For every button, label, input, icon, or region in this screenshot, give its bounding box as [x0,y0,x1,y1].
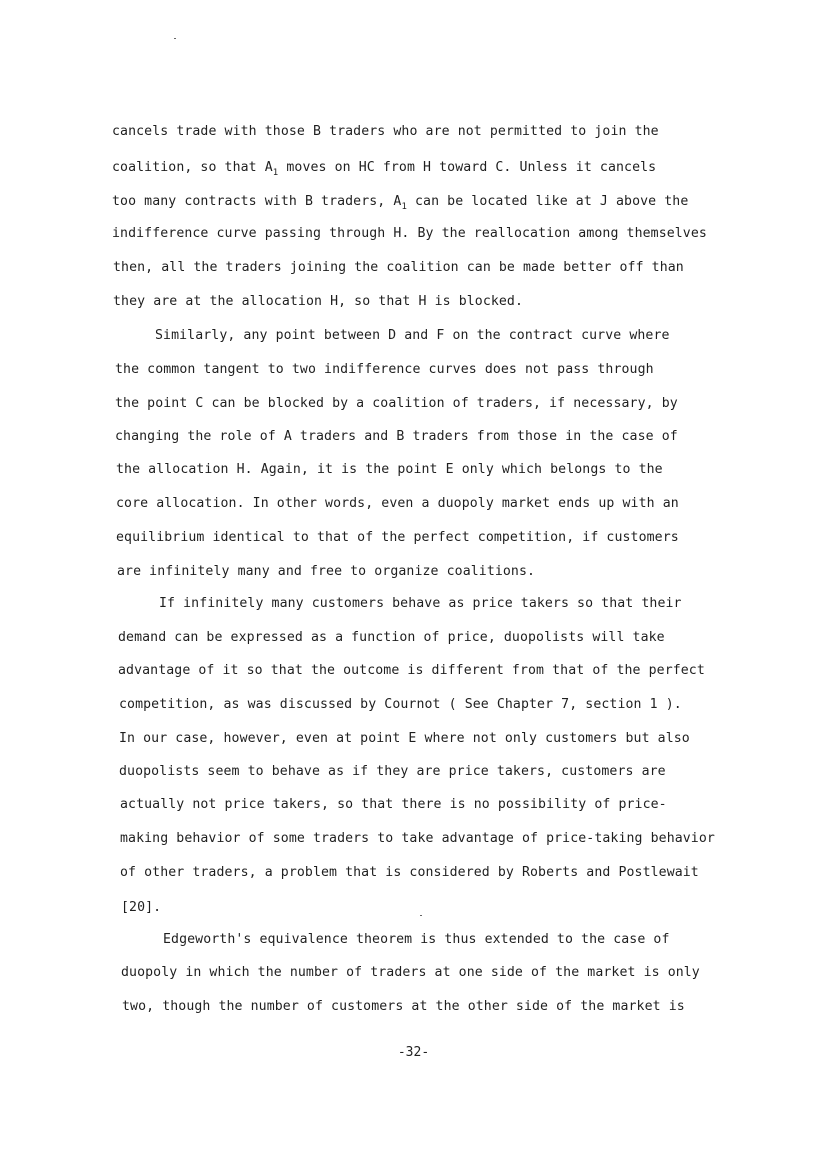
subscript: 1 [401,202,407,212]
text-line: [20]. [121,900,162,915]
text-segment: moves on HC from H toward C. Unless it cancels [278,160,657,175]
text-segment: coalition, so that A [112,160,273,175]
text-line: demand can be expressed as a function of price, duopolists will take [118,630,665,645]
text-line: Similarly, any point between D and F on the contract curve where [155,328,670,343]
text-line: duopolists seem to behave as if they are price takers, customers are [119,764,666,779]
text-line: changing the role of A traders and B traders from those in the case of [115,429,678,444]
text-segment: too many contracts with B traders, A [112,194,402,209]
text-line: are infinitely many and free to organize coalitions. [117,564,536,579]
text-line: of other traders, a problem that is considered by Roberts and Postlewait [120,865,699,880]
text-line: core allocation. In other words, even a duopoly market ends up with an [116,496,679,511]
text-line: they are at the allocation H, so that H is blocked. [113,294,524,309]
text-line: actually not price takers, so that there is no possibility of price- [120,797,667,812]
text-line: the common tangent to two indifference curves does not pass through [115,362,654,377]
text-line: the point C can be blocked by a coalition of traders, if necessary, by [115,396,678,411]
scan-speck [174,38,176,39]
text-line: indifference curve passing through H. By the reallocation among themselves [112,226,707,241]
text-line: equilibrium identical to that of the perfect competition, if customers [116,530,679,545]
text-line: competition, as was discussed by Cournot ( See Chapter 7, section 1 ). [119,697,682,712]
scan-speck [420,915,422,916]
page-number: -32- [397,1045,430,1060]
text-line: duopoly in which the number of traders at one side of the market is only [121,965,700,980]
subscript: 1 [272,168,279,178]
text-line [112,194,742,212]
text-line: then, all the traders joining the coalition can be made better off than [113,260,684,275]
text-line: the allocation H. Again, it is the point E only which belongs to the [116,462,663,477]
text-line: advantage of it so that the outcome is different from that of the perfect [118,663,705,678]
text-line [112,160,742,178]
text-segment: can be located like at J above the [406,194,689,209]
text-line: If infinitely many customers behave as price takers so that their [159,596,682,611]
text-line: cancels trade with those B traders who are not permitted to join the [112,124,659,139]
text-line: In our case, however, even at point E where not only customers but also [119,731,690,746]
text-line: two, though the number of customers at the other side of the market is [122,999,685,1014]
text-line: Edgeworth's equivalence theorem is thus extended to the case of [163,932,670,947]
text-line: making behavior of some traders to take advantage of price-taking behavior [120,831,715,846]
